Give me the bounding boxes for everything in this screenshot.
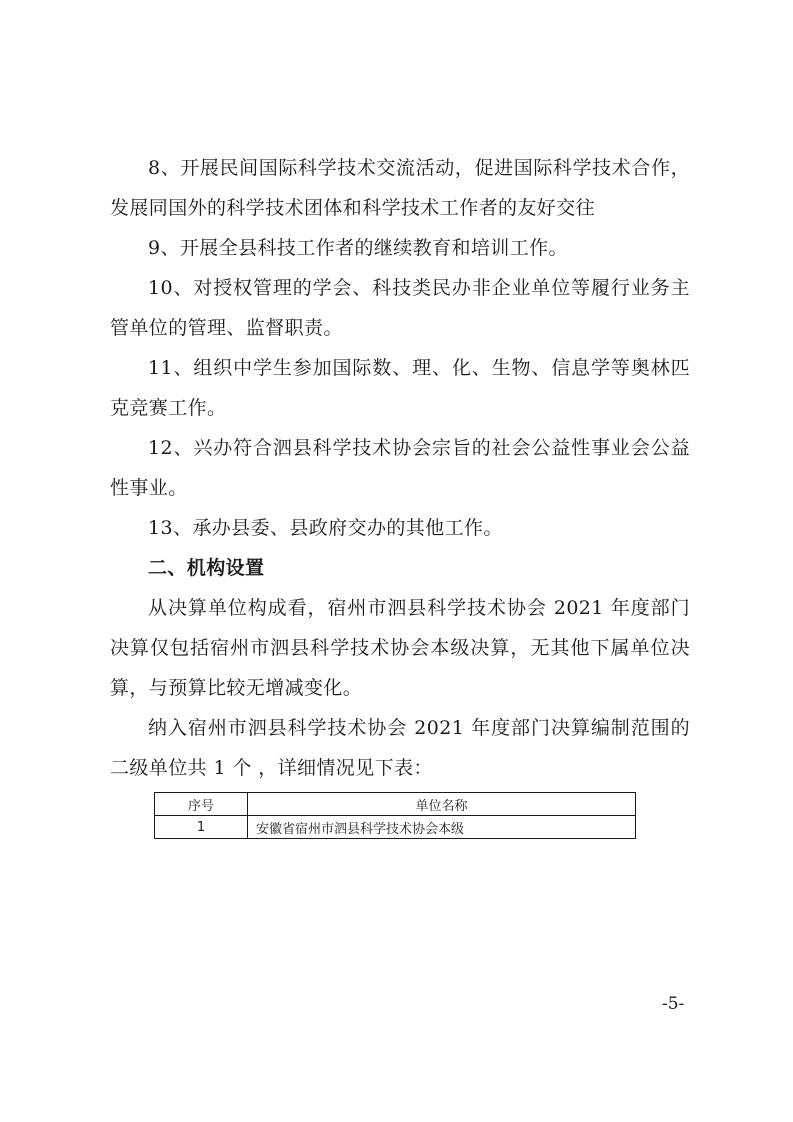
units-table [154,792,636,839]
paragraph-item-9: 9、开展全县科技工作者的继续教育和培训工作。 [148,237,568,259]
paragraph-item-13: 13、承办县委、县政府交办的其他工作。 [148,517,503,539]
header-unit-name: 单位名称 [248,793,636,816]
table-row [155,816,636,839]
page-number: -5- [662,994,685,1014]
paragraph-secondary-units: 纳入宿州市泗县科学技术协会 2021 年度部门决算编制范围的二级单位共 1 个 ，详细情况见下表： [110,717,690,779]
paragraph-item-10: 10、对授权管理的学会、科技类民办非企业单位等履行业务主管单位的管理、监督职责。 [110,277,690,339]
paragraph-budget-composition: 从决算单位构成看，宿州市泗县科学技术协会 2021 年度部门决算仅包括宿州市泗县科学技术协会本级决算，无其他下属单位决算，与预算比较无增减变化。 [110,597,690,699]
document-body [110,148,690,839]
section-heading-organization: 二、机构设置 [148,557,265,579]
table-header-row [155,793,636,816]
paragraph-item-8: 8、开展民间国际科学技术交流活动，促进国际科学技术合作，发展同国外的科学技术团体和科学技术工作者的友好交往 [110,157,690,219]
paragraph-item-11: 11、组织中学生参加国际数、理、化、生物、信息学等奥林匹克竞赛工作。 [110,357,690,419]
cell-serial-number: 1 [155,816,248,839]
cell-unit-name: 安徽省宿州市泗县科学技术协会本级 [248,816,636,839]
paragraph-item-12: 12、兴办符合泗县科学技术协会宗旨的社会公益性事业会公益性事业。 [110,437,690,499]
header-serial-number: 序号 [155,793,248,816]
